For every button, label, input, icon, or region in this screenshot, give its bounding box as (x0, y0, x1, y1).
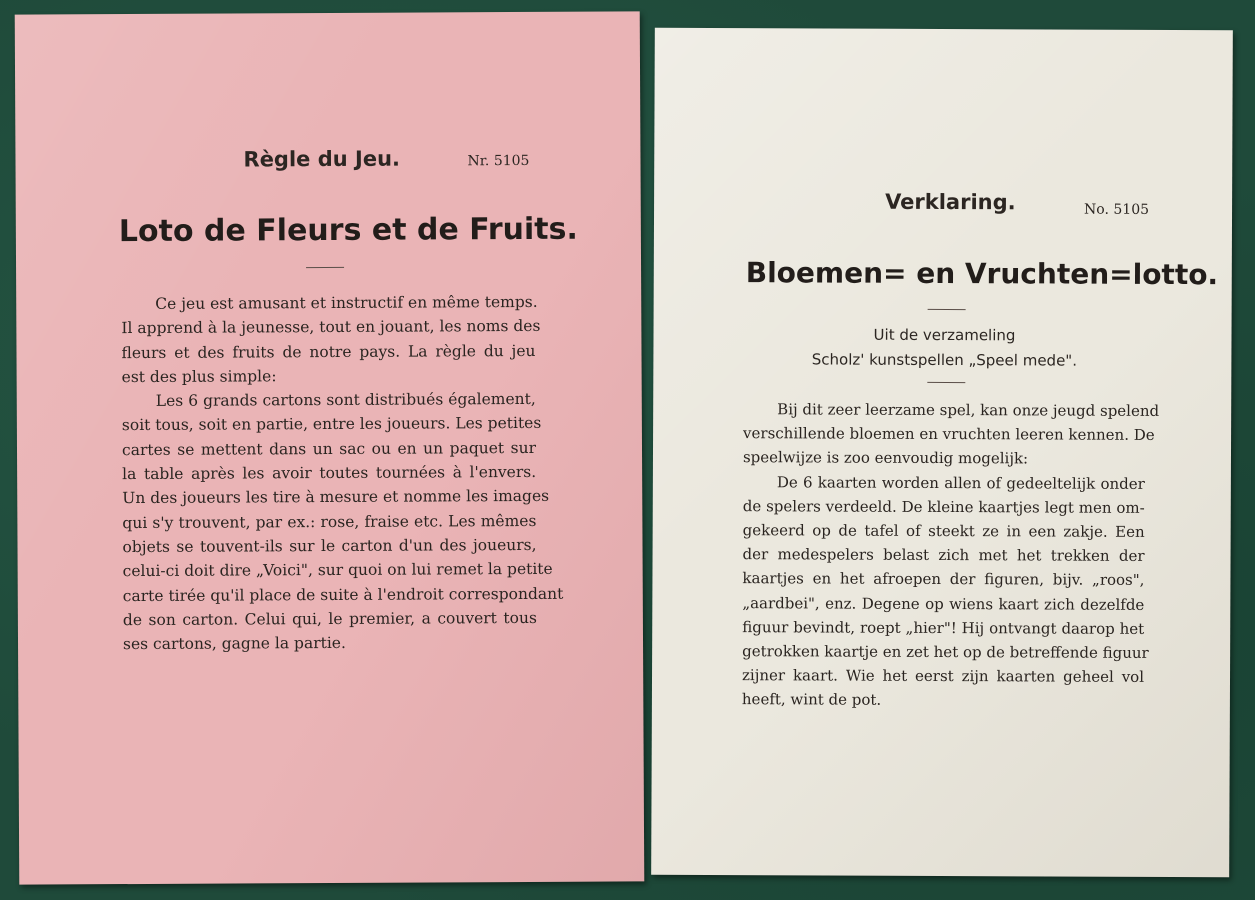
french-body-line: est des plus simple: (121, 367, 277, 386)
french-body-line: objets se touvent-ils sur le carton d'un des joueurs, (122, 535, 537, 557)
french-body-line: de son carton. Celui qui, le premier, a couvert tous (122, 608, 537, 629)
french-body-line: Les 6 grands cartons sont distribués également, (155, 390, 536, 411)
french-body-line: la table après les avoir toutes tournées à l'envers. (122, 462, 537, 484)
dutch-number: No. 5105 (1084, 201, 1150, 218)
dutch-body-line: verschillende bloemen en vruchten leeren kennen. De (743, 424, 1155, 445)
dutch-body-line: Bij dit zeer leerzame spel, kan onze jeugd spelend (777, 400, 1160, 420)
french-rules-sheet (15, 11, 645, 884)
dutch-title: Bloemen= en Vruchten=lotto. (745, 256, 1219, 292)
french-body-line: Ce jeu est amusant et instructif en même temps. (155, 292, 538, 313)
french-body-line: soit tous, soit en partie, entre les joueurs. Les petites (121, 414, 542, 435)
french-body (121, 290, 564, 657)
dutch-body-line: „aardbei", enz. Degene op wiens kaart zich dezelfde (742, 593, 1145, 614)
french-body-line: Il apprend à la jeunesse, tout en jouant, les noms des (121, 317, 541, 338)
dutch-body-line: de spelers verdeeld. De kleine kaartjes legt men om- (742, 496, 1145, 517)
dutch-header: Verklaring. (885, 189, 1016, 215)
dutch-body-line: zijner kaart. Wie het eerst zijn kaarten geheel vol (741, 666, 1145, 687)
dutch-body-line: gekeerd op de tafel of steekt ze in een zakje. Een (742, 521, 1145, 541)
french-body-line: ses cartons, gagne la partie. (122, 634, 346, 654)
french-body-line: fleurs et des fruits de notre pays. La règle du jeu (121, 341, 536, 362)
french-title-divider (306, 267, 344, 268)
dutch-title-divider (928, 309, 966, 310)
dutch-subtitle-line2: Scholz' kunstspellen „Speel mede". (811, 350, 1078, 370)
french-body-line: cartes se mettent dans un sac ou en un paquet sur (121, 438, 537, 459)
french-body-line: celui-ci doit dire „Voici", sur quoi on lui remet la petite (122, 560, 553, 581)
french-header: Règle du Jeu. (243, 146, 401, 172)
dutch-subtitle-line1: Uit de verzameling (873, 325, 1016, 345)
french-body-line: carte tirée qu'il place de suite à l'endroit correspondant (122, 584, 564, 605)
dutch-body-line: De 6 kaarten worden allen of gedeeltelijk onder (776, 472, 1145, 493)
dutch-body-line: der medespelers belast zich met het trekken der (742, 545, 1145, 566)
french-body-line: Un des joueurs les tire à mesure et nomme les images (122, 487, 550, 508)
dutch-body-line: getrokken kaartje en zet het op de betreffende figuur (742, 642, 1149, 662)
dutch-subtitle-divider (927, 382, 965, 383)
dutch-rules-sheet (651, 28, 1233, 878)
dutch-body-line: heeft, wint de pot. (741, 690, 882, 710)
dutch-body-line: kaartjes en het afroepen der figuren, bijv. „roos", (742, 569, 1145, 590)
dutch-body (741, 397, 1160, 713)
french-body-line: qui s'y trouvent, par ex.: rose, fraise etc. Les mêmes (122, 511, 537, 532)
french-number: Nr. 5105 (467, 152, 530, 170)
french-title: Loto de Fleurs et de Fruits. (118, 211, 578, 250)
dutch-body-line: speelwijze is zoo eenvoudig mogelijk: (742, 448, 1029, 468)
dutch-body-line: figuur bevindt, roept „hier"! Hij ontvangt daarop het (742, 617, 1145, 638)
